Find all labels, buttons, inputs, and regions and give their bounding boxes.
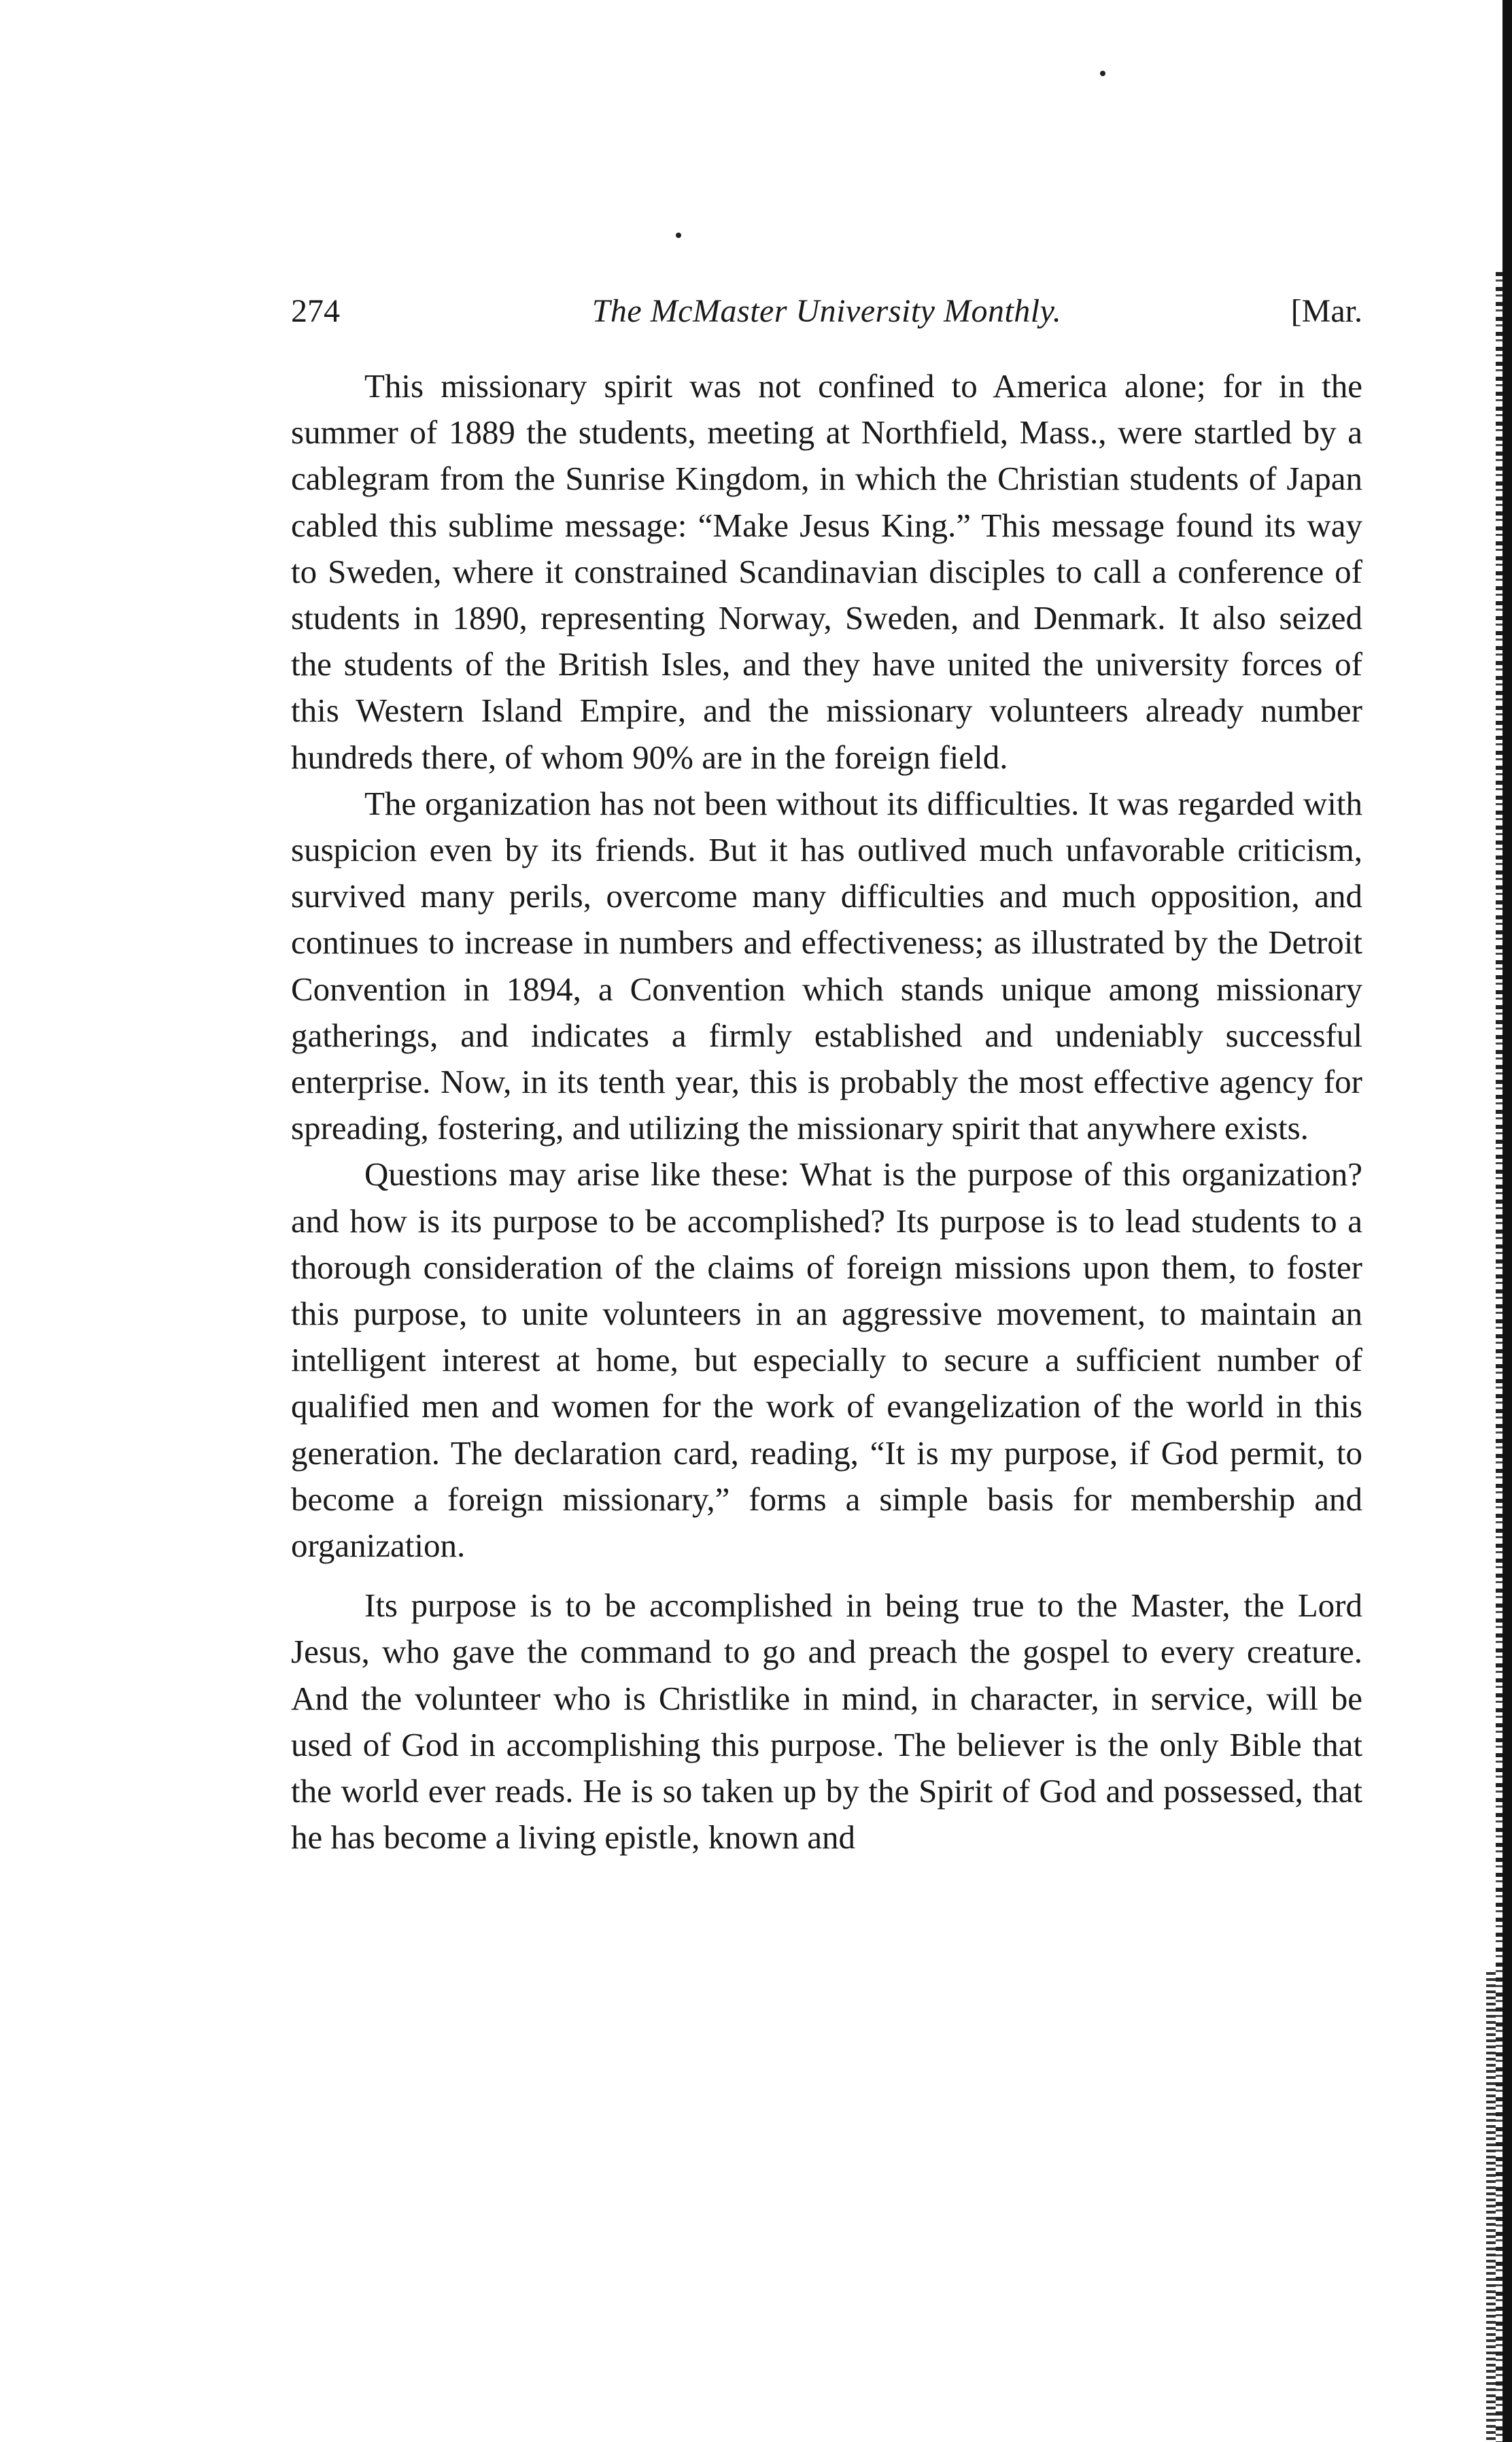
article-body xyxy=(291,363,1362,1861)
journal-title: The McMaster University Monthly. xyxy=(591,293,1062,329)
ink-speck xyxy=(676,233,681,238)
binding-texture xyxy=(1496,272,1502,2442)
paragraph: The organization has not been without its difficulties. It was regarded with suspicion even by its friends. But it has outlived much unfavorable criticism, survived many perils, overcome many difficulties and much opposition, and continues to increase in numbers and effectiveness; as illustrated by the Detroit Convention in 1894, a Convention which stands unique among missionary gatherings, and indicates a firmly established and undeniably successful enterprise. Now, in its tenth year, this is probably the most effective agency for spreading, fostering, and utilizing the missionary spirit that anywhere exists. xyxy=(291,784,1362,1147)
issue-month: [Mar. xyxy=(1290,293,1362,329)
paragraph: Questions may arise like these: What is the purpose of this organization? and how is its purpose to be accomplished? Its purpose is to lead students to a thorough consideration of the claims of foreign missions upon them, to foster this purpose, to unite volunteers in an aggressive movement, to maintain an intelligent interest at home, but especially to secure a sufficient number of qualified men and women for the work of evangelization of the world in this generation. The declaration card, reading, “It is my purpose, if God permit, to become a foreign missionary,” forms a simple basis for membership and organization. xyxy=(291,1155,1362,1565)
ink-speck xyxy=(1100,71,1105,76)
running-header xyxy=(291,284,1362,339)
binding-shadow xyxy=(1502,0,1512,2442)
page-number: 274 xyxy=(291,293,340,329)
paragraph: Its purpose is to be accomplished in being true to the Master, the Lord Jesus, who gave the command to go and preach the gospel to every creature. And the volunteer who is Christlike in mind, in character, in service, will be used of God in accomplishing this purpose. The believer is the only Bible that the world ever reads. He is so taken up by the Spirit of God and possessed, that he has become a living epistle, known and xyxy=(291,1587,1362,1856)
binding-edge xyxy=(1485,0,1512,2442)
binding-texture xyxy=(1486,1972,1496,2442)
paragraph: This missionary spirit was not confined to America alone; for in the summer of 1889 the students, meeting at Northfield, Mass., were startled by a cablegram from the Sunrise Kingdom, in which the Christian students of Japan cabled this sublime message: “Make Jesus King.” This message found its way to Sweden, where it constrained Scandinavian disciples to call a conference of students in 1890, representing Norway, Sweden, and Denmark. It also seized the students of the British Isles, and they have united the university forces of this Western Island Empire, and the missionary volunteers already number hundreds there, of whom 90% are in the foreign field. xyxy=(291,367,1362,776)
